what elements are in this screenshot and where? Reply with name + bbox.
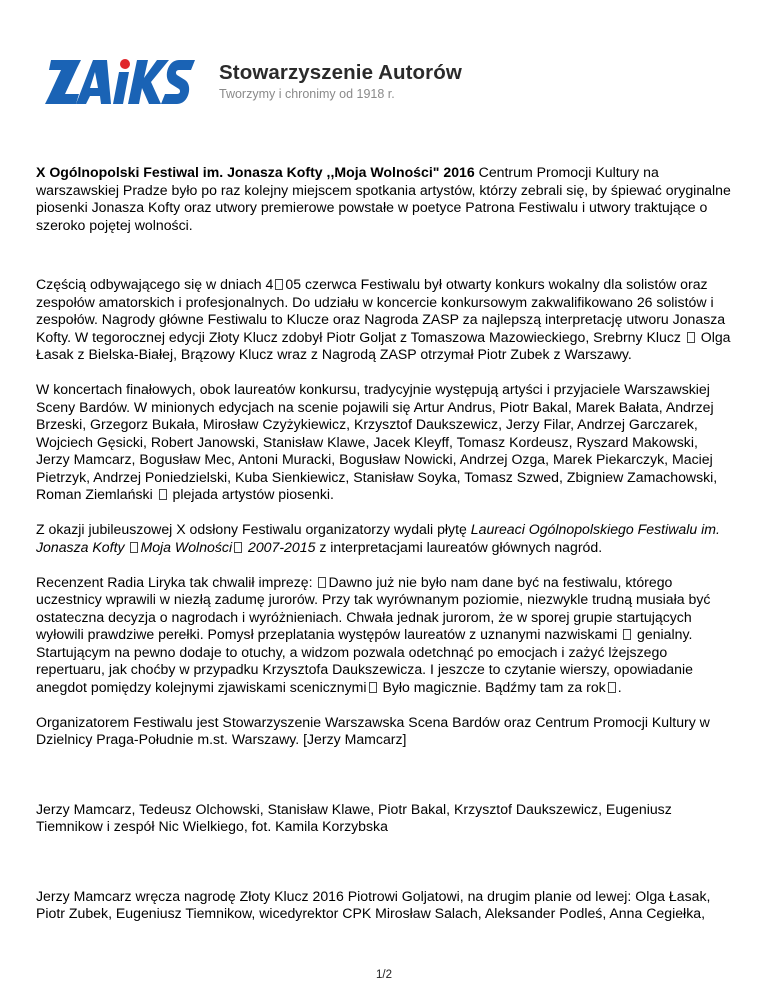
missing-glyph-icon: [318, 577, 326, 588]
paragraph-album: Z okazji jubileuszowej X odsłony Festiwalu organizatorzy wydali płytę Laureaci Ogólnopolskiego Festiwalu im. Jonasza Kofty Moja Wolności 2007-2015 z interpretacjami laureatów głównych nagród.: [36, 521, 720, 555]
brand-block: [219, 61, 462, 102]
missing-glyph-icon: [159, 489, 167, 500]
paragraph-competition: Częścią odbywającego się w dniach 4 05 czerwca Festiwalu był otwarty konkurs wokalny dla solistów oraz zespołów amatorskich i profesjonalnych. Do udziału w koncercie konkursowym zakwalifikowano 26 solistów i zespołów. Nagrody główne Festiwalu to Klucze oraz Nagroda ZASP za najlepszą interpretację utworu Jonasza Kofty. W tegorocznej edycji Złoty Klucz zdobył Piotr Goljat z Tomaszowa Mazowieckiego, Srebrny Klucz Olga Łasak z Bielska-Białej, Brązowy Klucz wraz z Nagrodą ZASP otrzymał Piotr Zubek z Warszawy.: [36, 276, 731, 362]
photo-caption-1: Jerzy Mamcarz, Tedeusz Olchowski, Stanisław Klawe, Piotr Bakal, Krzysztof Daukszewicz, Eugeniusz Tiemnikow i zespół Nic Wielkiego, fot. Kamila Korzybska: [36, 800, 672, 834]
missing-glyph-icon: [130, 542, 138, 553]
paragraph-intro: X Ogólnopolski Festiwal im. Jonasza Kofty ,,Moja Wolności" 2016 Centrum Promocji Kultury na warszawskiej Pradze było po raz kolejny miejscem spotkania artystów, którzy zebrali się, by śpiewać oryginalne piosenki Jonasza Kofty oraz utwory premierowe powstałe w poetyce Patrona Festiwalu i utwory traktujące o szeroko pojętej wolności.: [36, 164, 731, 233]
zaiks-logo: [45, 56, 201, 108]
missing-glyph-icon: [369, 682, 377, 693]
missing-glyph-icon: [623, 629, 631, 640]
missing-glyph-icon: [275, 279, 283, 290]
photo-caption-2: Jerzy Mamcarz wręcza nagrodę Złoty Klucz 2016 Piotrowi Goljatowi, na drugim planie od lewej: Olga Łasak, Piotr Zubek, Eugeniusz Tiemnikow, wicedyrektor CPK Mirosław Salach, Aleksander Podleś, Anna Cegiełka,: [36, 887, 711, 921]
header: [45, 56, 462, 108]
paragraph-organizer: Organizatorem Festiwalu jest Stowarzyszenie Warszawska Scena Bardów oraz Centrum Promocji Kultury w Dzielnicy Praga-Południe m.st. Warszawy. [Jerzy Mamcarz]: [36, 713, 710, 747]
festival-title: X Ogólnopolski Festiwal im. Jonasza Kofty ,,Moja Wolności" 2016: [36, 164, 475, 180]
missing-glyph-icon: [687, 332, 695, 343]
brand-name: Stowarzyszenie Autorów: [219, 60, 462, 84]
brand-tagline: Tworzymy i chronimy od 1918 r.: [219, 86, 395, 101]
missing-glyph-icon: [234, 542, 242, 553]
page-number: 1/2: [376, 969, 392, 981]
paragraph-review: Recenzent Radia Liryka tak chwalił imprezę: Dawno już nie było nam dane być na festiwalu, którego uczestnicy wprawili w niezłą zadumę jurorów. Przy tak wyrównanym poziomie, niezwykle trudną musiała być ostateczna decyzja o nagrodach i wyróżnieniach. Chwała jednak jurorom, że w sporej grupie startujących wyłowili prawdziwe perełki. Pomysł przeplatania występów laureatów z uznanymi nazwiskami genialny. Startującym na pewno dodaje to otuchy, a widzom pozwala odetchnąć po emocjach i zażyć lżejszego repertuaru, jak choćby w przypadku Krzysztofa Daukszewicza. I jeszcze to czytanie wierszy, opowiadanie anegdot pomiędzy kolejnymi zjawiskami scenicznymi Było magicznie. Bądźmy tam za rok .: [36, 573, 711, 695]
article-body: [36, 164, 732, 923]
paragraph-concerts: W koncertach finałowych, obok laureatów konkursu, tradycyjnie występują artyści i przyjaciele Warszawskiej Sceny Bardów. W minionych edycjach na scenie pojawili się Artur Andrus, Piotr Bakal, Marek Bałata, Andrzej Brzeski, Grzegorz Bukała, Mirosław Czyżykiewicz, Krzysztof Daukszewicz, Jerzy Filar, Andrzej Garczarek, Wojciech Gęsicki, Robert Janowski, Stanisław Klawe, Jacek Kleyff, Tomasz Kordeusz, Ryszard Makowski, Jerzy Mamcarz, Bogusław Mec, Antoni Muracki, Bogusław Nowicki, Andrzej Ozga, Marek Piekarczyk, Maciej Pietrzyk, Andrzej Poniedzielski, Kuba Sienkiewicz, Stanisław Soyka, Tomasz Szwed, Zbigniew Zamachowski, Roman Ziemlański plejada artystów piosenki.: [36, 381, 718, 502]
missing-glyph-icon: [608, 682, 616, 693]
